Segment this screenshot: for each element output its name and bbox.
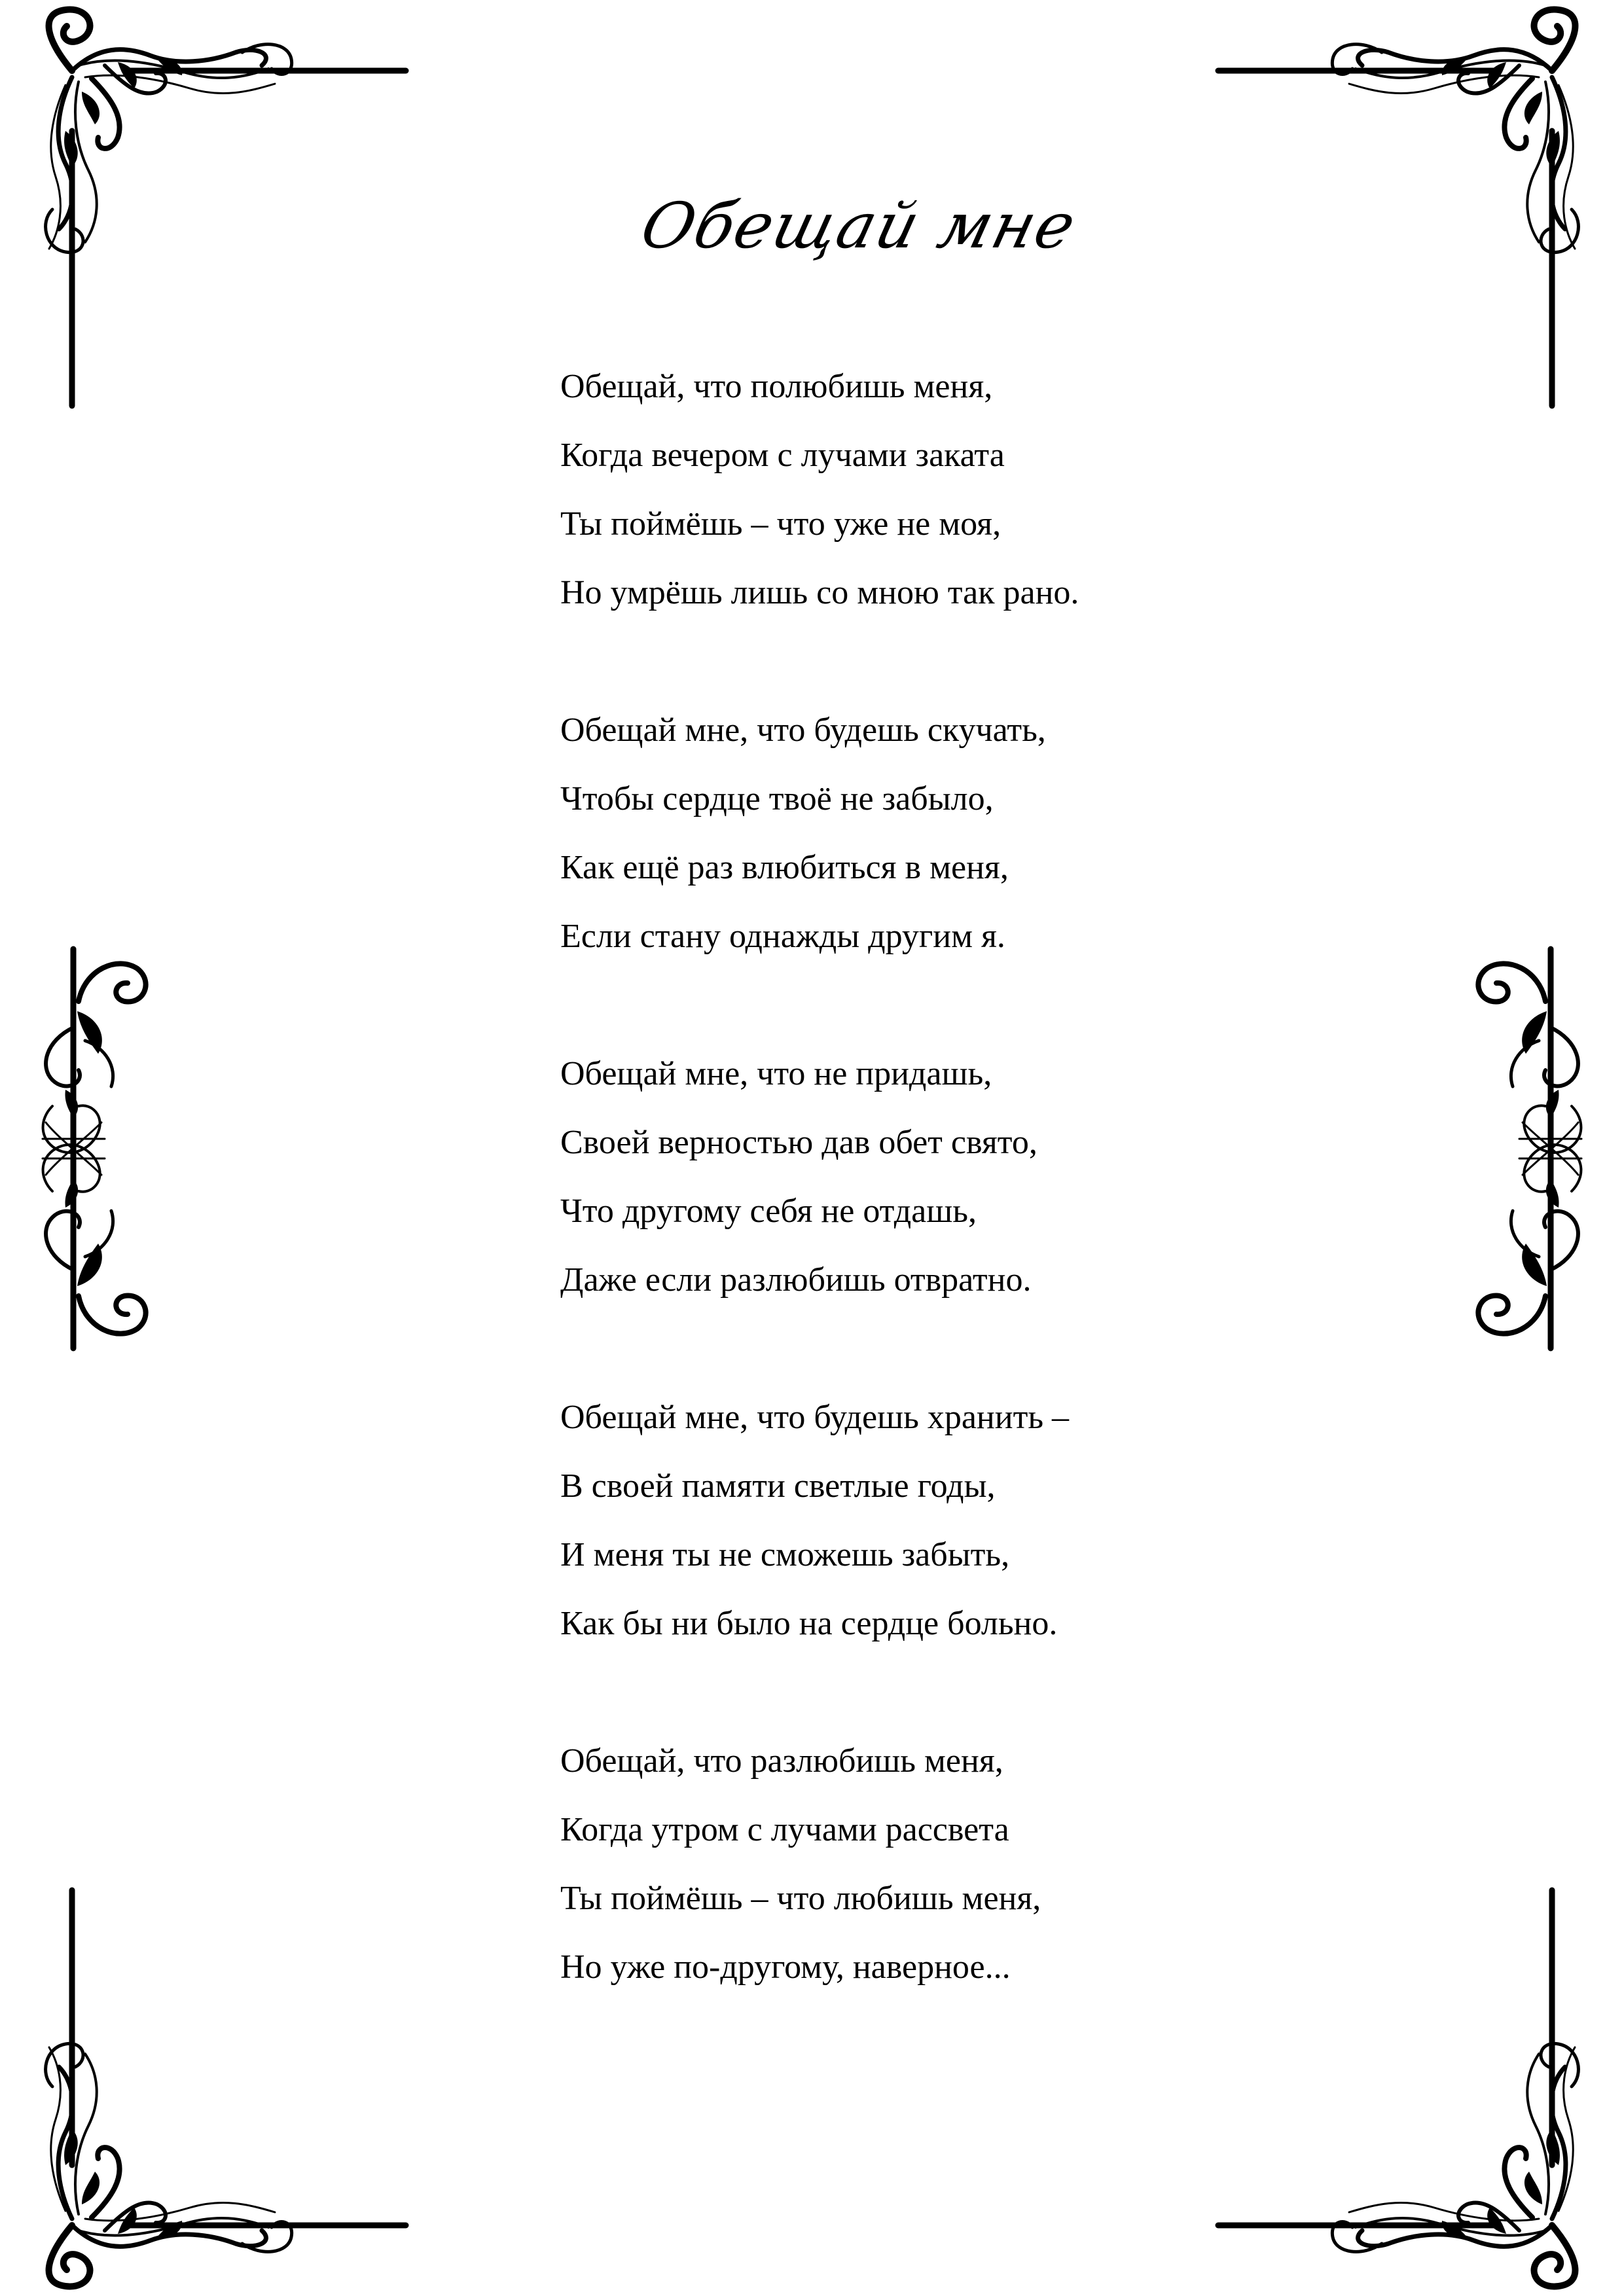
poem-title: Обещай мне xyxy=(634,189,1084,262)
poem-line: Обещай, что полюбишь меня, xyxy=(560,368,993,405)
stanza xyxy=(560,352,1411,627)
poem-body xyxy=(560,352,1411,2070)
poem-line: Обещай, что разлюбишь меня, xyxy=(560,1742,1003,1780)
poem-line: Обещай мне, что будешь скучать, xyxy=(560,711,1046,749)
stanza xyxy=(560,1383,1411,1658)
stanza xyxy=(560,1039,1411,1314)
corner-ornament-top-left xyxy=(26,0,419,419)
poem-line: В своей памяти светлые годы, xyxy=(560,1467,996,1505)
poem-line: Как ещё раз влюбиться в меня, xyxy=(560,849,1009,886)
poem-line: Что другому себя не отдашь, xyxy=(560,1193,977,1230)
poem-line: Но умрёшь лишь со мною так рано. xyxy=(560,574,1079,611)
stanza xyxy=(560,696,1411,971)
poem-line: Когда утром с лучами рассвета xyxy=(560,1811,1009,1848)
flourish-corner-icon xyxy=(26,0,419,419)
corner-ornament-bottom-left xyxy=(26,1877,419,2296)
poem-line: Как бы ни было на сердце больно. xyxy=(560,1605,1058,1642)
poem-line: Когда вечером с лучами заката xyxy=(560,437,1005,474)
stanza xyxy=(560,1727,1411,2001)
poem-line: Но уже по-другому, наверное... xyxy=(560,1948,1011,1986)
flourish-corner-icon xyxy=(26,1877,419,2296)
poem-line: Даже если разлюбишь отвратно. xyxy=(560,1261,1032,1299)
poem-line: Ты поймёшь – что любишь меня, xyxy=(560,1880,1041,1917)
side-ornament-right xyxy=(1467,942,1598,1355)
poem-line: Обещай мне, что не придашь, xyxy=(560,1055,992,1092)
flourish-side-icon xyxy=(1467,942,1598,1355)
poem-line: Своей верностью дав обет свято, xyxy=(560,1124,1038,1161)
poem-line: Чтобы сердце твоё не забыло, xyxy=(560,780,994,817)
poem-line: Обещай мне, что будешь хранить – xyxy=(560,1399,1070,1436)
flourish-side-icon xyxy=(26,942,157,1355)
poem-line: И меня ты не сможешь забыть, xyxy=(560,1536,1010,1573)
side-ornament-left xyxy=(26,942,157,1355)
poem-line: Если стану однажды другим я. xyxy=(560,918,1005,955)
poem-line: Ты поймёшь – что уже не моя, xyxy=(560,505,1001,543)
